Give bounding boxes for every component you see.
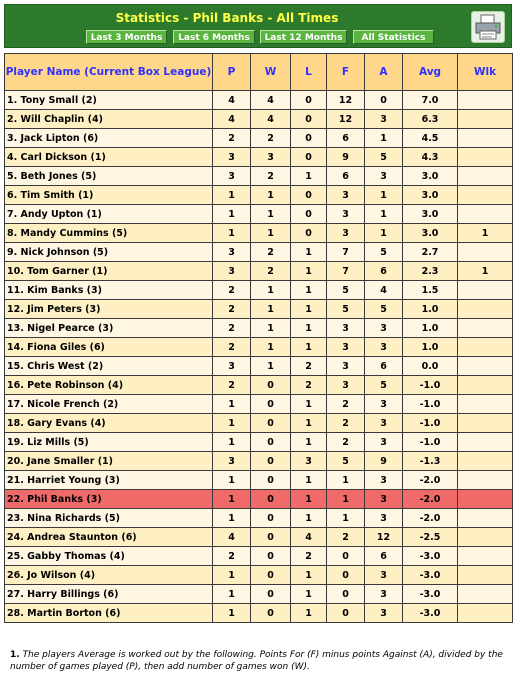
- cell-walkover: [458, 414, 513, 433]
- cell-points-for: 5: [327, 281, 365, 300]
- table-row: [5, 433, 513, 452]
- table-row: [5, 281, 513, 300]
- table-row: [5, 585, 513, 604]
- cell-points-for: 2: [327, 395, 365, 414]
- cell-played: 1: [213, 604, 251, 623]
- cell-player-name: 11. Kim Banks (3): [5, 281, 213, 300]
- cell-played: 2: [213, 319, 251, 338]
- cell-average: -1.3: [403, 452, 458, 471]
- cell-average: -1.0: [403, 395, 458, 414]
- cell-points-for: 3: [327, 338, 365, 357]
- cell-average: 3.0: [403, 167, 458, 186]
- table-row: [5, 528, 513, 547]
- cell-points-for: 5: [327, 300, 365, 319]
- cell-played: 1: [213, 224, 251, 243]
- column-header-f: F: [327, 54, 365, 91]
- cell-played: 2: [213, 129, 251, 148]
- cell-lost: 1: [291, 471, 327, 490]
- cell-walkover: [458, 167, 513, 186]
- cell-points-for: 2: [327, 414, 365, 433]
- cell-average: 3.0: [403, 186, 458, 205]
- cell-played: 1: [213, 205, 251, 224]
- cell-points-against: 3: [365, 509, 403, 528]
- cell-won: 3: [251, 148, 291, 167]
- cell-won: 0: [251, 490, 291, 509]
- cell-player-name: 10. Tom Garner (1): [5, 262, 213, 281]
- cell-points-against: 6: [365, 547, 403, 566]
- cell-player-name: 8. Mandy Cummins (5): [5, 224, 213, 243]
- cell-points-against: 5: [365, 148, 403, 167]
- cell-lost: 1: [291, 300, 327, 319]
- cell-played: 1: [213, 509, 251, 528]
- table-row: [5, 205, 513, 224]
- cell-points-for: 0: [327, 566, 365, 585]
- table-row: [5, 129, 513, 148]
- cell-played: 4: [213, 110, 251, 129]
- cell-player-name: 28. Martin Borton (6): [5, 604, 213, 623]
- cell-walkover: 1: [458, 262, 513, 281]
- cell-won: 0: [251, 452, 291, 471]
- table-row: [5, 395, 513, 414]
- cell-lost: 1: [291, 167, 327, 186]
- cell-walkover: [458, 585, 513, 604]
- cell-won: 0: [251, 566, 291, 585]
- cell-played: 3: [213, 148, 251, 167]
- cell-points-against: 3: [365, 604, 403, 623]
- cell-walkover: [458, 490, 513, 509]
- footnote-number: 1.: [10, 650, 20, 660]
- cell-average: -3.0: [403, 604, 458, 623]
- cell-won: 0: [251, 414, 291, 433]
- statistics-table: [4, 53, 513, 623]
- cell-played: 1: [213, 566, 251, 585]
- table-row: [5, 300, 513, 319]
- table-row: [5, 186, 513, 205]
- cell-lost: 0: [291, 91, 327, 110]
- cell-played: 4: [213, 91, 251, 110]
- cell-average: 1.0: [403, 338, 458, 357]
- cell-walkover: [458, 243, 513, 262]
- cell-points-for: 5: [327, 452, 365, 471]
- cell-average: 3.0: [403, 205, 458, 224]
- cell-lost: 1: [291, 338, 327, 357]
- cell-played: 1: [213, 414, 251, 433]
- cell-lost: 1: [291, 281, 327, 300]
- cell-points-for: 6: [327, 129, 365, 148]
- cell-walkover: [458, 376, 513, 395]
- table-row: [5, 547, 513, 566]
- table-header-row: [5, 54, 513, 91]
- cell-points-against: 9: [365, 452, 403, 471]
- cell-points-against: 5: [365, 300, 403, 319]
- cell-walkover: [458, 129, 513, 148]
- column-header-p: P: [213, 54, 251, 91]
- cell-points-for: 1: [327, 509, 365, 528]
- cell-average: -3.0: [403, 566, 458, 585]
- cell-lost: 2: [291, 376, 327, 395]
- table-row: [5, 376, 513, 395]
- cell-won: 1: [251, 186, 291, 205]
- cell-walkover: [458, 395, 513, 414]
- cell-played: 3: [213, 167, 251, 186]
- cell-won: 0: [251, 585, 291, 604]
- cell-points-against: 3: [365, 319, 403, 338]
- table-row: [5, 243, 513, 262]
- cell-lost: 2: [291, 547, 327, 566]
- cell-lost: 1: [291, 585, 327, 604]
- cell-played: 2: [213, 300, 251, 319]
- cell-points-against: 6: [365, 262, 403, 281]
- cell-lost: 1: [291, 433, 327, 452]
- cell-won: 0: [251, 376, 291, 395]
- cell-lost: 1: [291, 262, 327, 281]
- cell-player-name: 2. Will Chaplin (4): [5, 110, 213, 129]
- cell-won: 0: [251, 433, 291, 452]
- cell-played: 3: [213, 262, 251, 281]
- cell-lost: 1: [291, 509, 327, 528]
- cell-played: 3: [213, 243, 251, 262]
- cell-won: 1: [251, 338, 291, 357]
- cell-average: 2.3: [403, 262, 458, 281]
- cell-player-name: 5. Beth Jones (5): [5, 167, 213, 186]
- cell-walkover: [458, 547, 513, 566]
- cell-player-name: 18. Gary Evans (4): [5, 414, 213, 433]
- table-row: [5, 262, 513, 281]
- table-row: [5, 91, 513, 110]
- cell-player-name: 13. Nigel Pearce (3): [5, 319, 213, 338]
- cell-walkover: [458, 186, 513, 205]
- cell-player-name: 22. Phil Banks (3): [5, 490, 213, 509]
- cell-walkover: [458, 509, 513, 528]
- cell-points-for: 12: [327, 91, 365, 110]
- last-12-months-button[interactable]: Last 12 Months: [260, 30, 347, 44]
- cell-player-name: 12. Jim Peters (3): [5, 300, 213, 319]
- cell-lost: 1: [291, 414, 327, 433]
- cell-played: 1: [213, 433, 251, 452]
- cell-won: 0: [251, 395, 291, 414]
- cell-average: -2.0: [403, 509, 458, 528]
- cell-played: 2: [213, 281, 251, 300]
- cell-played: 3: [213, 357, 251, 376]
- cell-won: 1: [251, 281, 291, 300]
- cell-points-against: 4: [365, 281, 403, 300]
- cell-won: 1: [251, 224, 291, 243]
- cell-won: 0: [251, 509, 291, 528]
- column-header-player-name: Player Name (Current Box League): [5, 54, 213, 91]
- cell-points-against: 3: [365, 110, 403, 129]
- cell-points-against: 3: [365, 433, 403, 452]
- printer-icon: [472, 12, 504, 42]
- cell-average: -3.0: [403, 547, 458, 566]
- table-row: [5, 471, 513, 490]
- cell-player-name: 26. Jo Wilson (4): [5, 566, 213, 585]
- cell-points-against: 3: [365, 167, 403, 186]
- cell-points-against: 3: [365, 395, 403, 414]
- cell-average: 3.0: [403, 224, 458, 243]
- cell-player-name: 9. Nick Johnson (5): [5, 243, 213, 262]
- cell-won: 1: [251, 357, 291, 376]
- cell-average: -2.5: [403, 528, 458, 547]
- cell-average: 6.3: [403, 110, 458, 129]
- cell-points-against: 3: [365, 471, 403, 490]
- cell-player-name: 14. Fiona Giles (6): [5, 338, 213, 357]
- cell-lost: 3: [291, 452, 327, 471]
- cell-played: 1: [213, 471, 251, 490]
- cell-won: 4: [251, 91, 291, 110]
- cell-average: -2.0: [403, 490, 458, 509]
- cell-average: -1.0: [403, 376, 458, 395]
- cell-player-name: 17. Nicole French (2): [5, 395, 213, 414]
- table-row: [5, 167, 513, 186]
- cell-average: 7.0: [403, 91, 458, 110]
- cell-played: 4: [213, 528, 251, 547]
- cell-player-name: 6. Tim Smith (1): [5, 186, 213, 205]
- cell-average: 1.0: [403, 319, 458, 338]
- cell-played: 2: [213, 547, 251, 566]
- table-row: [5, 110, 513, 129]
- cell-points-for: 3: [327, 357, 365, 376]
- cell-player-name: 16. Pete Robinson (4): [5, 376, 213, 395]
- cell-lost: 0: [291, 186, 327, 205]
- cell-points-for: 2: [327, 528, 365, 547]
- cell-average: 1.5: [403, 281, 458, 300]
- table-row: [5, 509, 513, 528]
- cell-won: 1: [251, 205, 291, 224]
- cell-won: 0: [251, 528, 291, 547]
- cell-player-name: 25. Gabby Thomas (4): [5, 547, 213, 566]
- cell-won: 2: [251, 167, 291, 186]
- cell-average: -2.0: [403, 471, 458, 490]
- cell-points-against: 5: [365, 376, 403, 395]
- table-row: [5, 604, 513, 623]
- cell-walkover: [458, 433, 513, 452]
- cell-walkover: [458, 338, 513, 357]
- cell-player-name: 27. Harry Billings (6): [5, 585, 213, 604]
- cell-player-name: 15. Chris West (2): [5, 357, 213, 376]
- table-row: [5, 224, 513, 243]
- cell-played: 1: [213, 186, 251, 205]
- cell-lost: 0: [291, 224, 327, 243]
- cell-points-for: 0: [327, 585, 365, 604]
- cell-points-for: 1: [327, 471, 365, 490]
- page-title: Statistics - Phil Banks - All Times: [115, 11, 339, 25]
- cell-points-for: 3: [327, 224, 365, 243]
- cell-points-for: 0: [327, 604, 365, 623]
- cell-player-name: 23. Nina Richards (5): [5, 509, 213, 528]
- cell-points-for: 3: [327, 205, 365, 224]
- cell-points-for: 0: [327, 547, 365, 566]
- cell-points-against: 1: [365, 129, 403, 148]
- cell-lost: 1: [291, 319, 327, 338]
- cell-walkover: [458, 604, 513, 623]
- last-6-months-button[interactable]: Last 6 Months: [173, 30, 255, 44]
- cell-played: 3: [213, 452, 251, 471]
- cell-points-for: 3: [327, 319, 365, 338]
- cell-won: 2: [251, 129, 291, 148]
- table-row: [5, 452, 513, 471]
- cell-played: 2: [213, 338, 251, 357]
- cell-won: 2: [251, 243, 291, 262]
- cell-lost: 0: [291, 148, 327, 167]
- cell-player-name: 7. Andy Upton (1): [5, 205, 213, 224]
- table-row-current-player: [5, 490, 513, 509]
- cell-played: 1: [213, 490, 251, 509]
- column-header-l: L: [291, 54, 327, 91]
- last-3-months-button[interactable]: Last 3 Months: [86, 30, 167, 44]
- cell-points-against: 1: [365, 205, 403, 224]
- cell-won: 1: [251, 300, 291, 319]
- table-row: [5, 357, 513, 376]
- cell-average: -1.0: [403, 414, 458, 433]
- cell-points-for: 9: [327, 148, 365, 167]
- column-header-wlk: Wlk: [458, 54, 513, 91]
- column-header-avg: Avg: [403, 54, 458, 91]
- cell-points-for: 3: [327, 376, 365, 395]
- cell-points-against: 3: [365, 566, 403, 585]
- cell-points-against: 1: [365, 186, 403, 205]
- cell-average: 0.0: [403, 357, 458, 376]
- cell-lost: 1: [291, 490, 327, 509]
- footnote-text: The players Average is worked out by the following. Points For (F) minus points Against (A), divided by the number of games played (P), then add number of games won (W).: [10, 650, 503, 672]
- cell-points-for: 1: [327, 490, 365, 509]
- cell-lost: 4: [291, 528, 327, 547]
- cell-played: 2: [213, 376, 251, 395]
- cell-won: 1: [251, 319, 291, 338]
- cell-walkover: [458, 91, 513, 110]
- cell-walkover: [458, 205, 513, 224]
- cell-player-name: 21. Harriet Young (3): [5, 471, 213, 490]
- cell-average: 4.5: [403, 129, 458, 148]
- cell-player-name: 19. Liz Mills (5): [5, 433, 213, 452]
- table-row: [5, 148, 513, 167]
- cell-walkover: [458, 110, 513, 129]
- cell-points-against: 0: [365, 91, 403, 110]
- all-statistics-button[interactable]: All Statistics: [353, 30, 434, 44]
- cell-walkover: [458, 281, 513, 300]
- cell-average: -1.0: [403, 433, 458, 452]
- cell-walkover: [458, 357, 513, 376]
- stats-panel: [4, 4, 512, 672]
- cell-lost: 0: [291, 110, 327, 129]
- table-row: [5, 319, 513, 338]
- cell-lost: 1: [291, 243, 327, 262]
- cell-points-for: 7: [327, 243, 365, 262]
- cell-points-for: 3: [327, 186, 365, 205]
- cell-won: 0: [251, 471, 291, 490]
- cell-player-name: 3. Jack Lipton (6): [5, 129, 213, 148]
- footnote: [10, 649, 510, 673]
- cell-points-for: 7: [327, 262, 365, 281]
- cell-won: 4: [251, 110, 291, 129]
- cell-points-against: 3: [365, 338, 403, 357]
- cell-player-name: 4. Carl Dickson (1): [5, 148, 213, 167]
- cell-won: 0: [251, 547, 291, 566]
- cell-player-name: 20. Jane Smaller (1): [5, 452, 213, 471]
- cell-lost: 1: [291, 566, 327, 585]
- cell-average: 1.0: [403, 300, 458, 319]
- cell-walkover: [458, 148, 513, 167]
- cell-walkover: [458, 528, 513, 547]
- cell-walkover: [458, 452, 513, 471]
- cell-points-against: 1: [365, 224, 403, 243]
- cell-walkover: [458, 566, 513, 585]
- cell-played: 1: [213, 395, 251, 414]
- cell-walkover: [458, 471, 513, 490]
- cell-points-for: 12: [327, 110, 365, 129]
- cell-won: 0: [251, 604, 291, 623]
- print-button[interactable]: [471, 11, 505, 43]
- cell-walkover: [458, 300, 513, 319]
- cell-points-for: 2: [327, 433, 365, 452]
- cell-points-against: 3: [365, 490, 403, 509]
- column-header-a: A: [365, 54, 403, 91]
- cell-walkover: [458, 319, 513, 338]
- cell-player-name: 1. Tony Small (2): [5, 91, 213, 110]
- stats-header: [4, 4, 512, 48]
- cell-lost: 0: [291, 129, 327, 148]
- cell-lost: 1: [291, 604, 327, 623]
- cell-lost: 2: [291, 357, 327, 376]
- table-row: [5, 338, 513, 357]
- cell-played: 1: [213, 585, 251, 604]
- table-row: [5, 566, 513, 585]
- cell-player-name: 24. Andrea Staunton (6): [5, 528, 213, 547]
- table-row: [5, 414, 513, 433]
- cell-lost: 1: [291, 395, 327, 414]
- cell-average: -3.0: [403, 585, 458, 604]
- cell-points-against: 3: [365, 585, 403, 604]
- cell-won: 2: [251, 262, 291, 281]
- cell-points-against: 6: [365, 357, 403, 376]
- cell-points-against: 3: [365, 414, 403, 433]
- cell-points-against: 12: [365, 528, 403, 547]
- cell-points-for: 6: [327, 167, 365, 186]
- cell-average: 4.3: [403, 148, 458, 167]
- cell-average: 2.7: [403, 243, 458, 262]
- column-header-w: W: [251, 54, 291, 91]
- cell-lost: 0: [291, 205, 327, 224]
- cell-points-against: 5: [365, 243, 403, 262]
- cell-walkover: 1: [458, 224, 513, 243]
